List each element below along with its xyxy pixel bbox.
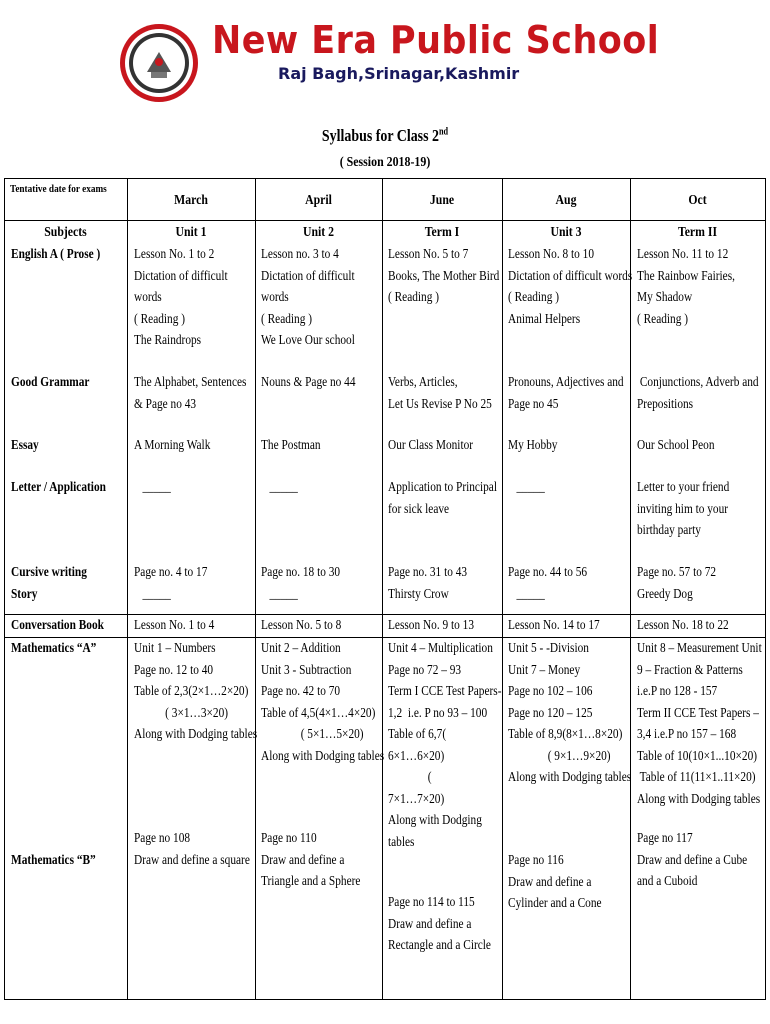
- syllabus-cell: _____: [134, 479, 171, 494]
- syllabus-cell: Lesson No. 18 to 22: [637, 617, 729, 632]
- month-header: June: [429, 193, 455, 208]
- syllabus-cell: Application to Principal for sick leave: [388, 479, 497, 516]
- subject-label: English A ( Prose ): [11, 246, 101, 261]
- syllabus-cell: Page no 117 Draw and define a Cube and a Cuboid: [637, 830, 748, 888]
- syllabus-cell: Page no 108 Draw and define a square: [134, 830, 250, 867]
- syllabus-cell: Lesson No. 11 to 12 The Rainbow Fairies, My Shadow ( Reading ): [637, 246, 735, 326]
- month-header: March: [174, 193, 208, 208]
- syllabus-cell: Page no. 44 to 56 _____: [508, 564, 588, 601]
- syllabus-cell: Lesson No. 5 to 8: [261, 617, 342, 632]
- table-border-top: [4, 178, 766, 179]
- syllabus-cell: Unit 2 – Addition Unit 3 - Subtraction Page no. 42 to 70 Table of 4,5(4×1…4×20) ( 5×1…5×20) Along with Dodging tables: [261, 640, 385, 763]
- syllabus-cell: Page no. 57 to 72 Greedy Dog: [637, 564, 717, 601]
- syllabus-cell: Page no 110 Draw and define a Triangle and a Sphere: [261, 830, 361, 888]
- table-border-right: [765, 178, 766, 1000]
- syllabus-cell: Our School Peon: [637, 437, 715, 452]
- syllabus-cell: Our Class Monitor: [388, 437, 474, 452]
- title-superscript: nd: [438, 126, 449, 138]
- syllabus-cell: Lesson No. 1 to 4: [134, 617, 215, 632]
- unit-header: Unit 1: [175, 225, 207, 240]
- syllabus-cell: Page no. 4 to 17 _____: [134, 564, 208, 601]
- syllabus-cell: Letter to your friend inviting him to your birthday party: [637, 479, 730, 537]
- unit-header: Unit 2: [302, 225, 335, 240]
- syllabus-cell: Lesson No. 5 to 7 Books, The Mother Bird ( Reading ): [388, 246, 500, 304]
- subject-label: Cursive writing Story: [11, 564, 87, 601]
- table-column-rule: [382, 178, 383, 1000]
- subject-label: Letter / Application: [11, 479, 106, 494]
- corner-label: Tentative date for exams: [10, 183, 107, 195]
- syllabus-cell: Lesson No. 9 to 13: [388, 617, 474, 632]
- table-column-rule: [127, 178, 128, 1000]
- syllabus-cell: My Hobby: [508, 437, 558, 452]
- school-address: Raj Bagh,Srinagar,Kashmir: [278, 64, 520, 83]
- school-logo: [118, 22, 200, 104]
- table-border-bottom: [4, 999, 766, 1000]
- table-column-rule: [502, 178, 503, 1000]
- syllabus-cell: The Postman: [261, 437, 321, 452]
- syllabus-cell: Lesson no. 3 to 4 Dictation of difficult words ( Reading ) We Love Our school: [261, 246, 355, 347]
- subject-label: Conversation Book: [11, 617, 104, 632]
- syllabus-cell: The Alphabet, Sentences & Page no 43: [134, 374, 247, 411]
- school-name: New Era Public School: [212, 18, 660, 62]
- subject-label: Mathematics “A”: [11, 640, 97, 655]
- syllabus-cell: Unit 5 - -Division Unit 7 – Money Page no 102 – 106 Page no 120 – 125 Table of 8,9(8×1…8×20) ( 9×1…9×20) Along with Dodging tables: [508, 640, 632, 784]
- syllabus-cell: Lesson No. 14 to 17: [508, 617, 600, 632]
- syllabus-cell: _____: [508, 479, 545, 494]
- subject-label: Good Grammar: [11, 374, 90, 389]
- syllabus-cell: A Morning Walk: [134, 437, 211, 452]
- month-header: Aug: [555, 193, 577, 208]
- syllabus-cell: Page no. 31 to 43 Thirsty Crow: [388, 564, 468, 601]
- table-rule: [4, 220, 766, 221]
- unit-header: Term II: [677, 225, 718, 240]
- subjects-header: Subjects: [44, 225, 87, 240]
- unit-header: Unit 3: [550, 225, 582, 240]
- title-text: Syllabus for Class 2: [321, 126, 439, 145]
- syllabus-cell: Nouns & Page no 44: [261, 374, 356, 389]
- syllabus-cell: Unit 8 – Measurement Unit 9 – Fraction & Patterns i.e.P no 128 - 157 Term II CCE Test Papers – 3,4 i.e.P no 157 – 168 Table of 10(10×1...10×20) Table of 11(11×1..11×20) Along with Dodging tables: [637, 640, 762, 806]
- session-label: ( Session 2018-19): [339, 155, 431, 170]
- syllabus-cell: _____: [261, 479, 298, 494]
- syllabus-cell: Page no 114 to 115 Draw and define a Rectangle and a Circle: [388, 894, 491, 952]
- subject-label: Mathematics “B”: [11, 852, 96, 867]
- syllabus-cell: Page no. 18 to 30 _____: [261, 564, 341, 601]
- table-border-left: [4, 178, 5, 1000]
- month-header: Oct: [688, 193, 707, 208]
- syllabus-cell: Page no 116 Draw and define a Cylinder and a Cone: [508, 852, 602, 910]
- table-column-rule: [255, 178, 256, 1000]
- page-title: [69, 126, 700, 146]
- month-header: April: [305, 193, 332, 208]
- subject-label: Essay: [11, 437, 39, 452]
- unit-header: Term I: [424, 225, 460, 240]
- syllabus-cell: Unit 4 – Multiplication Page no 72 – 93 Term I CCE Test Papers- 1,2 i.e. P no 93 – 100 Table of 6,7( 6×1…6×20) ( 7×1…7×20) Along with Dodging tables: [388, 640, 502, 849]
- syllabus-cell: Pronouns, Adjectives and Page no 45: [508, 374, 624, 411]
- syllabus-cell: Conjunctions, Adverb and Prepositions: [637, 374, 759, 411]
- syllabus-cell: Lesson No. 1 to 2 Dictation of difficult words ( Reading ) The Raindrops: [134, 246, 228, 347]
- syllabus-cell: Lesson No. 8 to 10 Dictation of difficult words ( Reading ) Animal Helpers: [508, 246, 633, 326]
- syllabus-cell: Unit 1 – Numbers Page no. 12 to 40 Table of 2,3(2×1…2×20) ( 3×1…3×20) Along with Dodging tables: [134, 640, 258, 741]
- syllabus-cell: Verbs, Articles, Let Us Revise P No 25: [388, 374, 492, 411]
